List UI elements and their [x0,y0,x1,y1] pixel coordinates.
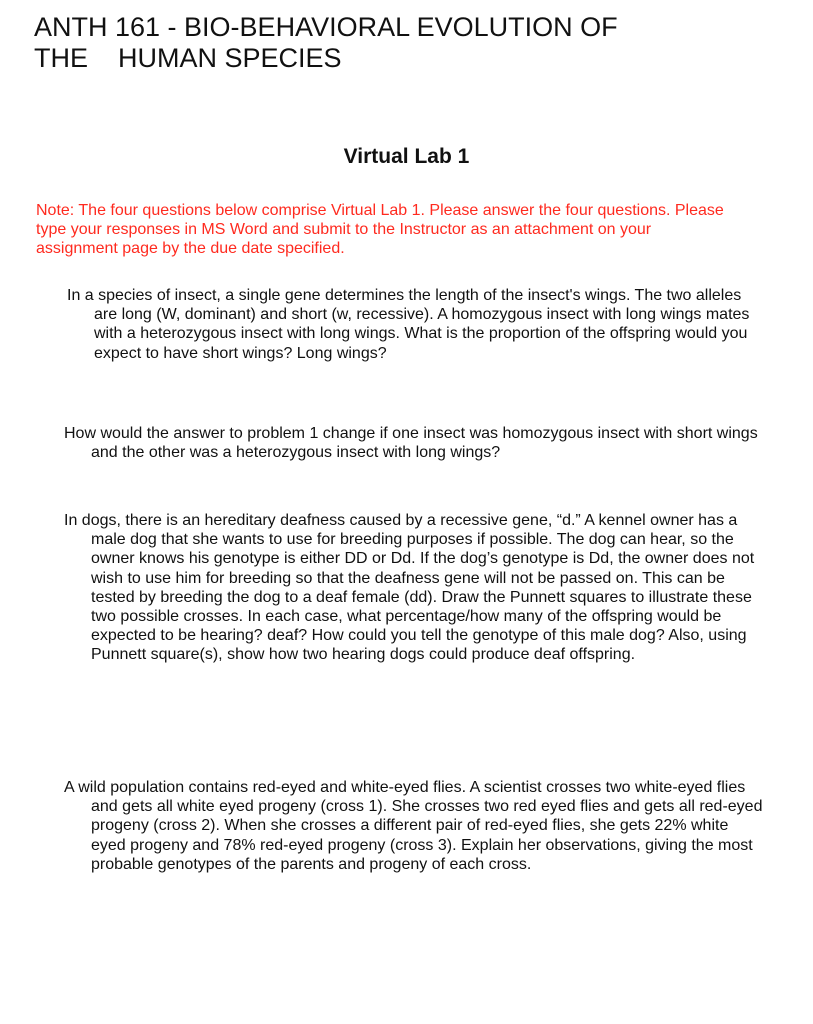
lab-title: Virtual Lab 1 [343,145,470,168]
question-4: A wild population contains red-eyed and white-eyed flies. A scientist crosses two white-eyed flies and gets all white eyed progeny (cross 1). She crosses two red eyed flies and gets all red-eyed progeny (cross 2). When she crosses a different pair of red-eyed flies, she gets 22% white eyed progeny and 78% red-eyed progeny (cross 3). Explain her observations, giving the most probable genotypes of the parents and progeny of each cross. [64,779,763,873]
question-3: In dogs, there is an hereditary deafness caused by a recessive gene, “d.” A kennel owner has a male dog that she wants to use for breeding purposes if possible. The dog can hear, so the owner knows his genotype is either DD or Dd. If the dog’s genotype is Dd, the owner does not wish to use him for breeding so that the deafness gene will not be passed on. This can be tested by breeding the dog to a deaf female (dd). Draw the Punnett squares to illustrate these two possible crosses. In each case, what percentage/how many of the offspring would be expected to be hearing? deaf? How could you tell the genotype of this male dog? Also, using Punnett square(s), show how two hearing dogs could produce deaf offspring. [64,512,755,664]
question-2: How would the answer to problem 1 change if one insect was homozygous insect with short wings and the other was a heterozygous insect with long wings? [64,425,758,462]
course-title: ANTH 161 - BIO-BEHAVIORAL EVOLUTION OF THE HUMAN SPECIES [34,12,618,73]
question-1: In a species of insect, a single gene determines the length of the insect's wings. The two alleles are long (W, dominant) and short (w, recessive). A homozygous insect with long wings mates with a heterozygous insect with long wings. What is the proportion of the offspring would you expect to have short wings? Long wings? [67,287,750,362]
instructions-note: Note: The four questions below comprise Virtual Lab 1. Please answer the four questions. Please type your responses in MS Word and submit to the Instructor as an attachment on your assignment page by the due date specified. [36,202,724,257]
